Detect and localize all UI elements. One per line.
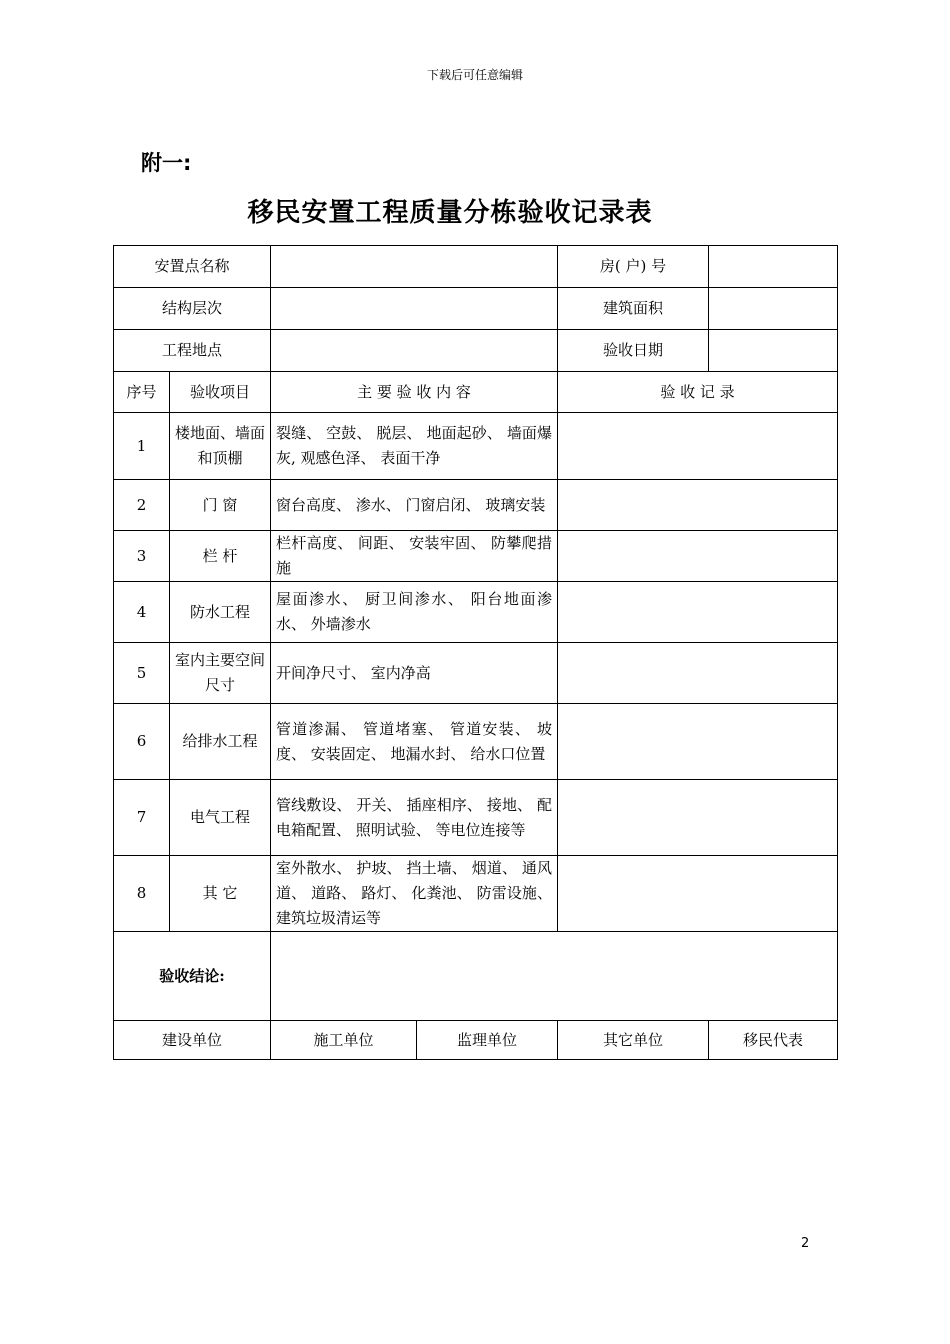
col-header-no: 序号 — [114, 372, 170, 413]
row-item: 室内主要空间尺寸 — [170, 643, 271, 704]
floor-area-label: 建筑面积 — [558, 288, 709, 330]
signature-supervisor: 监理单位 — [417, 1021, 558, 1060]
col-header-record: 验 收 记 录 — [558, 372, 838, 413]
info-row-location — [114, 330, 838, 372]
row-content: 裂缝、 空鼓、 脱层、 地面起砂、 墙面爆灰, 观感色泽、 表面干净 — [271, 413, 558, 480]
row-item: 其 它 — [170, 856, 271, 932]
location-label: 工程地点 — [114, 330, 271, 372]
signature-row — [114, 1021, 838, 1060]
inspection-date-value[interactable] — [709, 330, 838, 372]
table-row — [114, 582, 838, 643]
house-no-label: 房( 户) 号 — [558, 246, 709, 288]
house-no-value[interactable] — [709, 246, 838, 288]
row-content: 管道渗漏、 管道堵塞、 管道安装、 坡度、 安装固定、 地漏水封、 给水口位置 — [271, 704, 558, 780]
structure-label: 结构层次 — [114, 288, 271, 330]
row-content: 窗台高度、 渗水、 门窗启闭、 玻璃安装 — [271, 480, 558, 531]
row-record[interactable] — [558, 480, 838, 531]
row-no: 4 — [114, 582, 170, 643]
row-record[interactable] — [558, 531, 838, 582]
row-record[interactable] — [558, 704, 838, 780]
col-header-item: 验收项目 — [170, 372, 271, 413]
row-record[interactable] — [558, 643, 838, 704]
signature-other: 其它单位 — [558, 1021, 709, 1060]
floor-area-value[interactable] — [709, 288, 838, 330]
table-row — [114, 780, 838, 856]
signature-contractor: 施工单位 — [271, 1021, 417, 1060]
page-number: 2 — [801, 1236, 810, 1251]
row-item: 楼地面、墙面和顶棚 — [170, 413, 271, 480]
row-item: 门 窗 — [170, 480, 271, 531]
conclusion-value[interactable] — [271, 932, 838, 1021]
row-item: 栏 杆 — [170, 531, 271, 582]
info-row-site — [114, 246, 838, 288]
row-no: 1 — [114, 413, 170, 480]
inspection-date-label: 验收日期 — [558, 330, 709, 372]
row-record[interactable] — [558, 780, 838, 856]
row-no: 6 — [114, 704, 170, 780]
conclusion-label: 验收结论: — [114, 932, 271, 1021]
table-row — [114, 704, 838, 780]
table-row — [114, 643, 838, 704]
row-no: 7 — [114, 780, 170, 856]
info-row-structure — [114, 288, 838, 330]
row-content: 开间净尺寸、 室内净高 — [271, 643, 558, 704]
document-title: 移民安置工程质量分栋验收记录表 — [247, 198, 653, 228]
row-no: 5 — [114, 643, 170, 704]
column-header-row — [114, 372, 838, 413]
row-item: 电气工程 — [170, 780, 271, 856]
row-no: 8 — [114, 856, 170, 932]
row-record[interactable] — [558, 582, 838, 643]
site-name-value[interactable] — [271, 246, 558, 288]
header-note: 下载后可任意编辑 — [426, 68, 523, 82]
row-record[interactable] — [558, 413, 838, 480]
row-record[interactable] — [558, 856, 838, 932]
row-content: 屋面渗水、 厨卫间渗水、 阳台地面渗水、 外墙渗水 — [271, 582, 558, 643]
location-value[interactable] — [271, 330, 558, 372]
site-name-label: 安置点名称 — [114, 246, 271, 288]
row-content: 栏杆高度、 间距、 安装牢固、 防攀爬措施 — [271, 531, 558, 582]
conclusion-row — [114, 932, 838, 1021]
table-row — [114, 413, 838, 480]
structure-value[interactable] — [271, 288, 558, 330]
row-item: 给排水工程 — [170, 704, 271, 780]
col-header-content: 主 要 验 收 内 容 — [271, 372, 558, 413]
row-item: 防水工程 — [170, 582, 271, 643]
row-content: 管线敷设、 开关、 插座相序、 接地、 配电箱配置、 照明试验、 等电位连接等 — [271, 780, 558, 856]
row-content: 室外散水、 护坡、 挡土墙、 烟道、 通风道、 道路、 路灯、 化粪池、 防雷设施、 建筑垃圾清运等 — [271, 856, 558, 932]
inspection-form-table — [113, 245, 838, 1060]
signature-resettler: 移民代表 — [709, 1021, 838, 1060]
table-row — [114, 856, 838, 932]
appendix-label: 附一: — [141, 151, 192, 175]
table-row — [114, 531, 838, 582]
row-no: 2 — [114, 480, 170, 531]
signature-construction: 建设单位 — [114, 1021, 271, 1060]
table-row — [114, 480, 838, 531]
row-no: 3 — [114, 531, 170, 582]
